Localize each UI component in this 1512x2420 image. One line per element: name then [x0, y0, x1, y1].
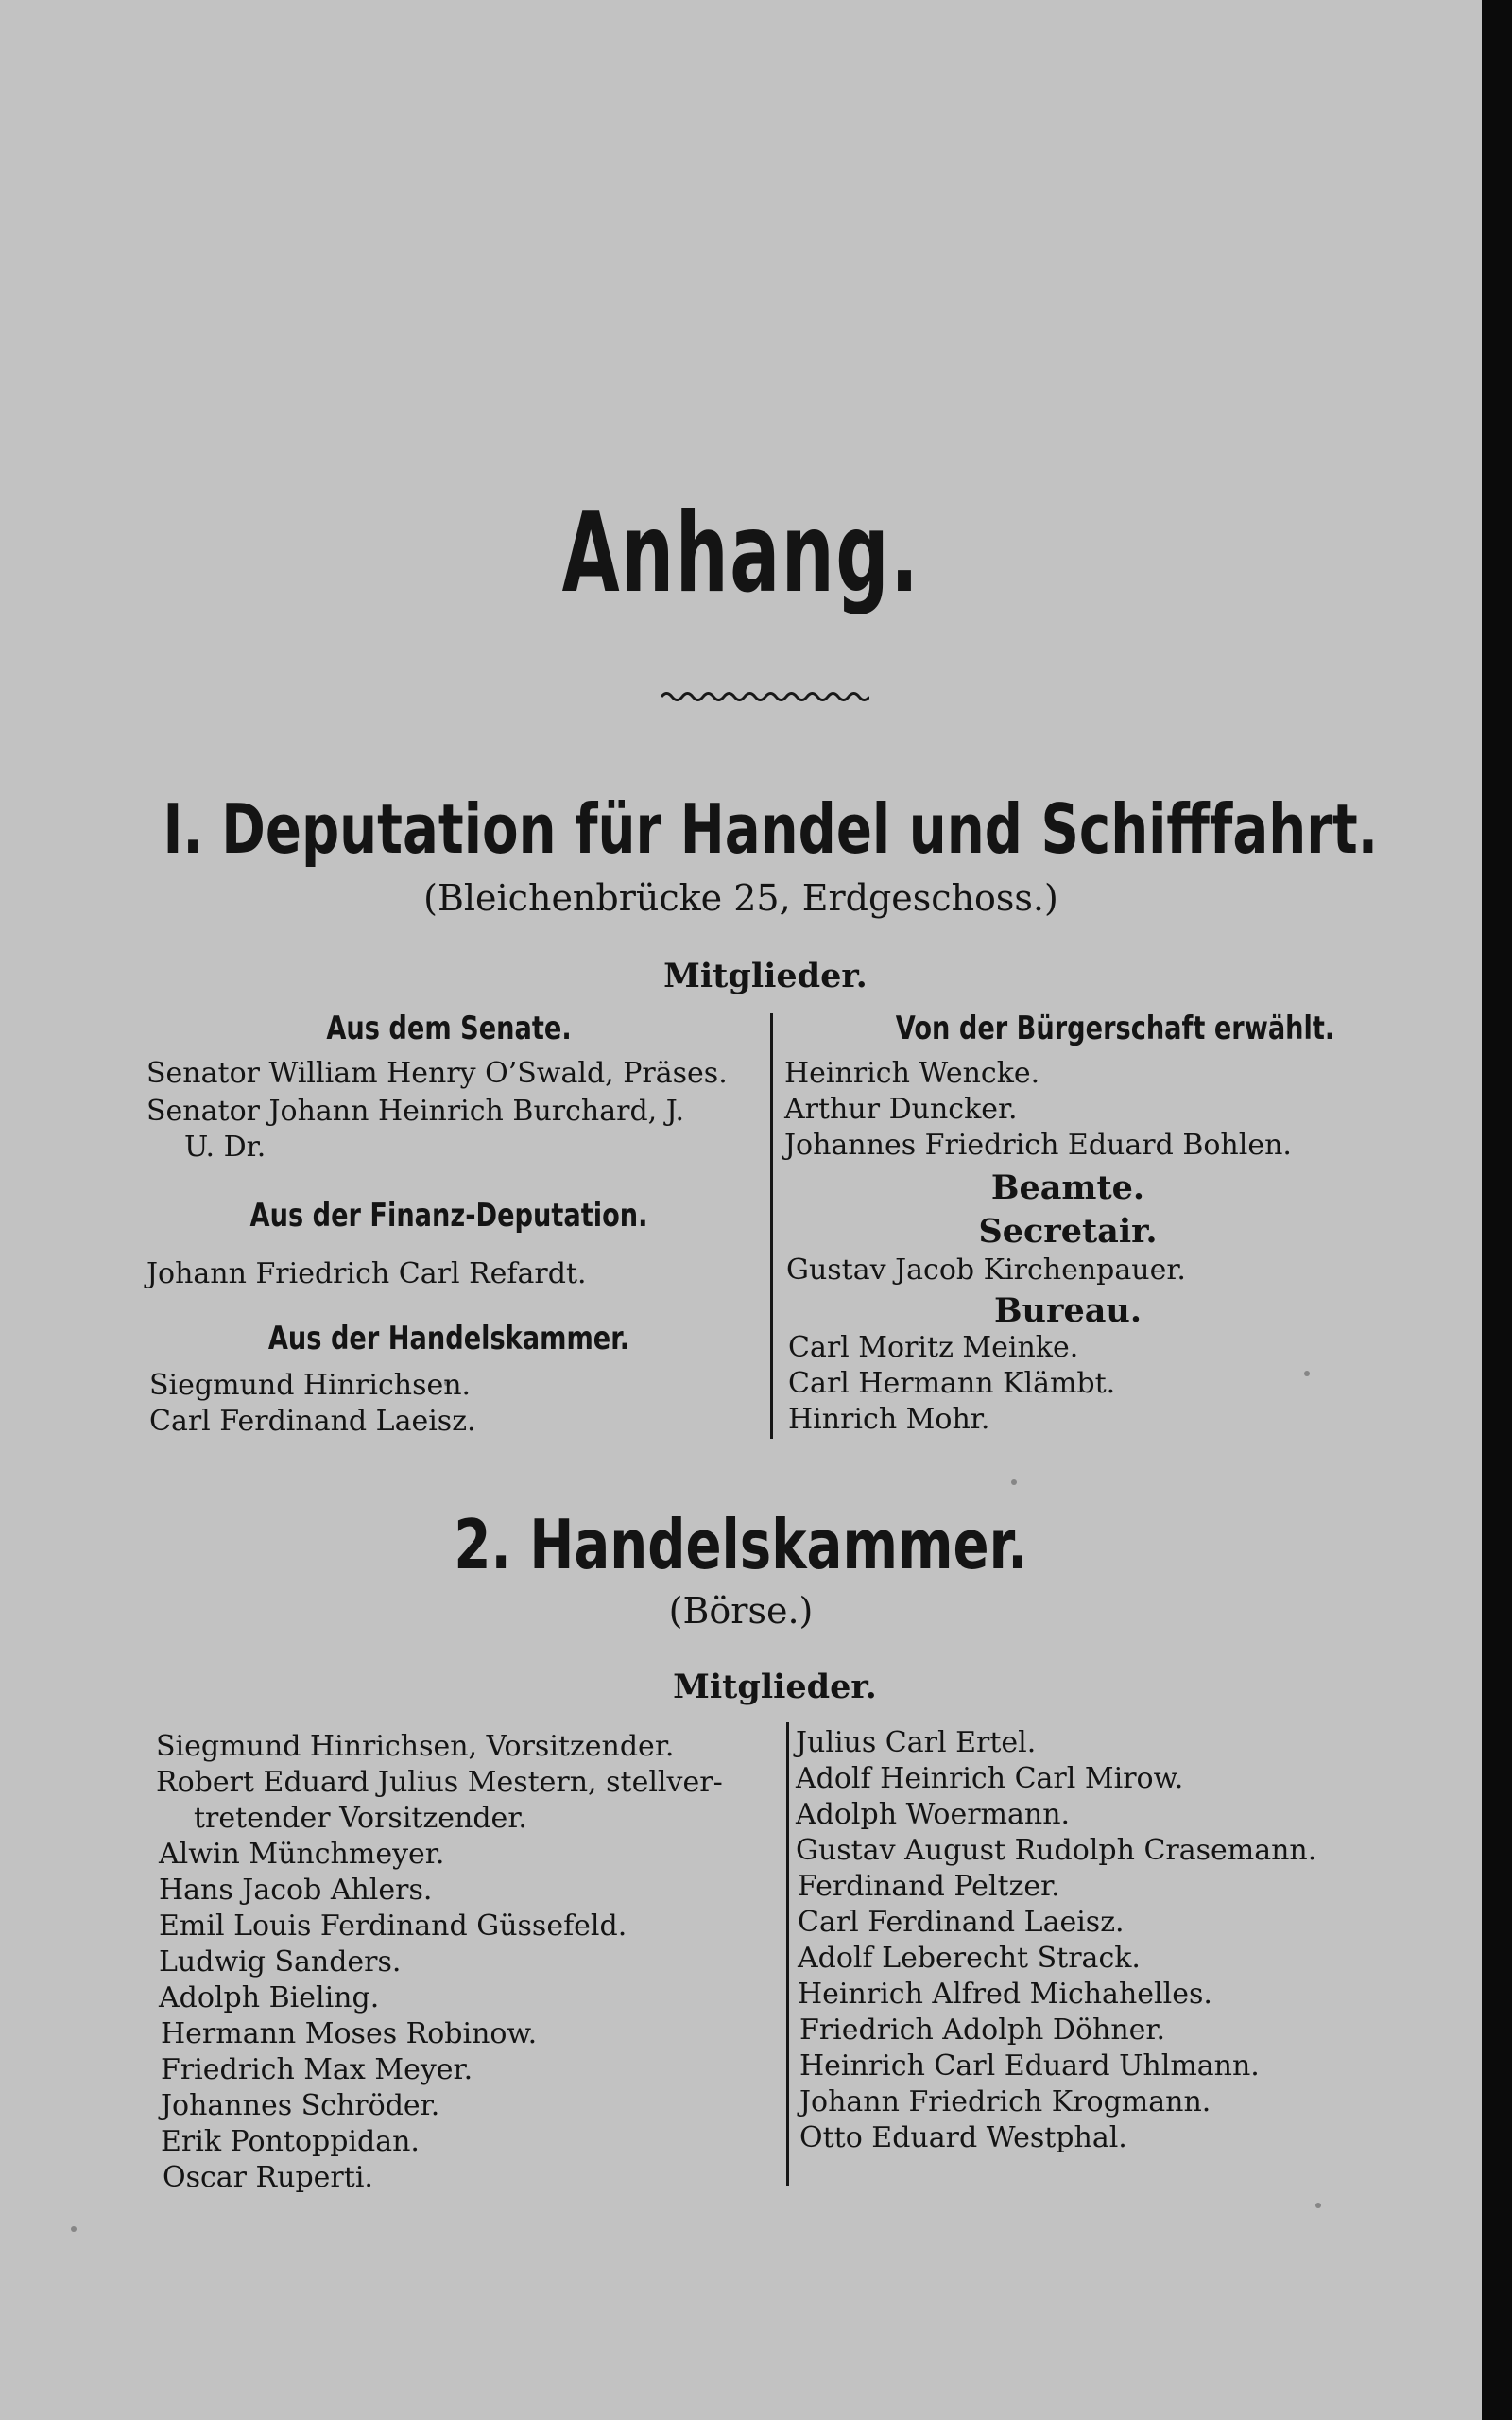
chamber-member-line: Friedrich Adolph Döhner. [799, 2014, 1165, 2047]
finance-member-line: Johann Friedrich Carl Refardt. [146, 1257, 587, 1290]
chamber-member-line: Hans Jacob Ahlers. [159, 1874, 433, 1907]
chamber-member-line: Alwin Münchmeyer. [159, 1838, 445, 1871]
secretary-member-line: Gustav Jacob Kirchenpauer. [786, 1253, 1186, 1287]
citizen-member-line: Arthur Duncker. [784, 1093, 1018, 1126]
chamber-member-line: Carl Ferdinand Laeisz. [798, 1906, 1125, 1939]
paper-speck [1315, 2203, 1321, 2208]
secretary-subheading: Secretair. [978, 1212, 1158, 1251]
chamber-member-line: Adolph Bieling. [159, 1981, 380, 2014]
section-2-heading: 2. Handelskammer. [454, 1505, 1028, 1584]
chamber-member-line: Otto Eduard Westphal. [799, 2121, 1127, 2154]
chamber-member-line: Carl Ferdinand Laeisz. [149, 1405, 476, 1438]
chamber-member-line: Julius Carl Ertel. [796, 1726, 1037, 1759]
citizen-member-line: Johannes Friedrich Eduard Bohlen. [784, 1129, 1292, 1162]
senate-member-line: U. Dr. [184, 1131, 266, 1164]
citizen-member-line: Heinrich Wencke. [784, 1057, 1040, 1090]
page-title: Anhang. [561, 490, 920, 617]
decorative-wave-divider [662, 688, 869, 705]
chamber-member-line: tretender Vorsitzender. [194, 1802, 527, 1835]
trade-chamber-subheading: Aus der Handelskammer. [267, 1320, 630, 1357]
section-1-members-title: Mitglieder. [663, 957, 868, 995]
senate-member-line: Senator William Henry O’Swald, Präses. [146, 1057, 728, 1090]
section-1-address: (Bleichenbrücke 25, Erdgeschoss.) [423, 877, 1058, 919]
chamber-member-line: Adolf Leberecht Strack. [798, 1942, 1141, 1975]
chamber-member-line: Heinrich Alfred Michahelles. [798, 1978, 1212, 2011]
chamber-member-line: Ferdinand Peltzer. [798, 1870, 1060, 1903]
section-2-members-title: Mitglieder. [673, 1668, 877, 1706]
chamber-member-line: Erik Pontoppidan. [161, 2125, 420, 2158]
senate-subheading: Aus dem Senate. [326, 1010, 572, 1047]
bureau-member-line: Carl Hermann Klämbt. [788, 1367, 1116, 1400]
bureau-member-line: Hinrich Mohr. [788, 1403, 990, 1436]
paper-speck [71, 2226, 77, 2232]
chamber-member-line: Siegmund Hinrichsen, Vorsitzender. [156, 1730, 675, 1763]
chamber-member-line: Robert Eduard Julius Mestern, stellver- [156, 1766, 723, 1799]
chamber-member-line: Ludwig Sanders. [159, 1945, 402, 1979]
section-1-column-divider [770, 1013, 773, 1439]
senate-member-line: Senator Johann Heinrich Burchard, J. [146, 1095, 684, 1128]
bureau-member-line: Carl Moritz Meinke. [788, 1331, 1079, 1364]
chamber-member-line: Hermann Moses Robinow. [161, 2017, 538, 2050]
chamber-member-line: Siegmund Hinrichsen. [149, 1369, 472, 1402]
chamber-member-line: Friedrich Max Meyer. [161, 2053, 473, 2086]
bureau-subheading: Bureau. [993, 1291, 1143, 1330]
chamber-member-line: Heinrich Carl Eduard Uhlmann. [799, 2049, 1260, 2083]
section-2-column-divider [786, 1722, 789, 2186]
chamber-member-line: Johann Friedrich Krogmann. [799, 2085, 1211, 2118]
chamber-member-line: Adolf Heinrich Carl Mirow. [796, 1762, 1184, 1795]
section-2-address: (Börse.) [668, 1590, 814, 1632]
finance-deputation-subheading: Aus der Finanz-Deputation. [249, 1197, 648, 1235]
chamber-member-line: Oscar Ruperti. [163, 2161, 373, 2194]
citizenship-subheading: Von der Bürgerschaft erwählt. [895, 1010, 1335, 1047]
page-right-edge-shadow [1482, 0, 1512, 2420]
officials-subheading: Beamte. [990, 1168, 1145, 1207]
paper-speck [1011, 1479, 1017, 1485]
chamber-member-line: Gustav August Rudolph Crasemann. [796, 1834, 1317, 1867]
chamber-member-line: Emil Louis Ferdinand Güssefeld. [159, 1910, 627, 1943]
section-1-heading: I. Deputation für Handel und Schifffahrt. [163, 789, 1379, 869]
paper-speck [1304, 1371, 1310, 1376]
chamber-member-line: Johannes Schröder. [161, 2089, 440, 2122]
chamber-member-line: Adolph Woermann. [796, 1798, 1071, 1831]
